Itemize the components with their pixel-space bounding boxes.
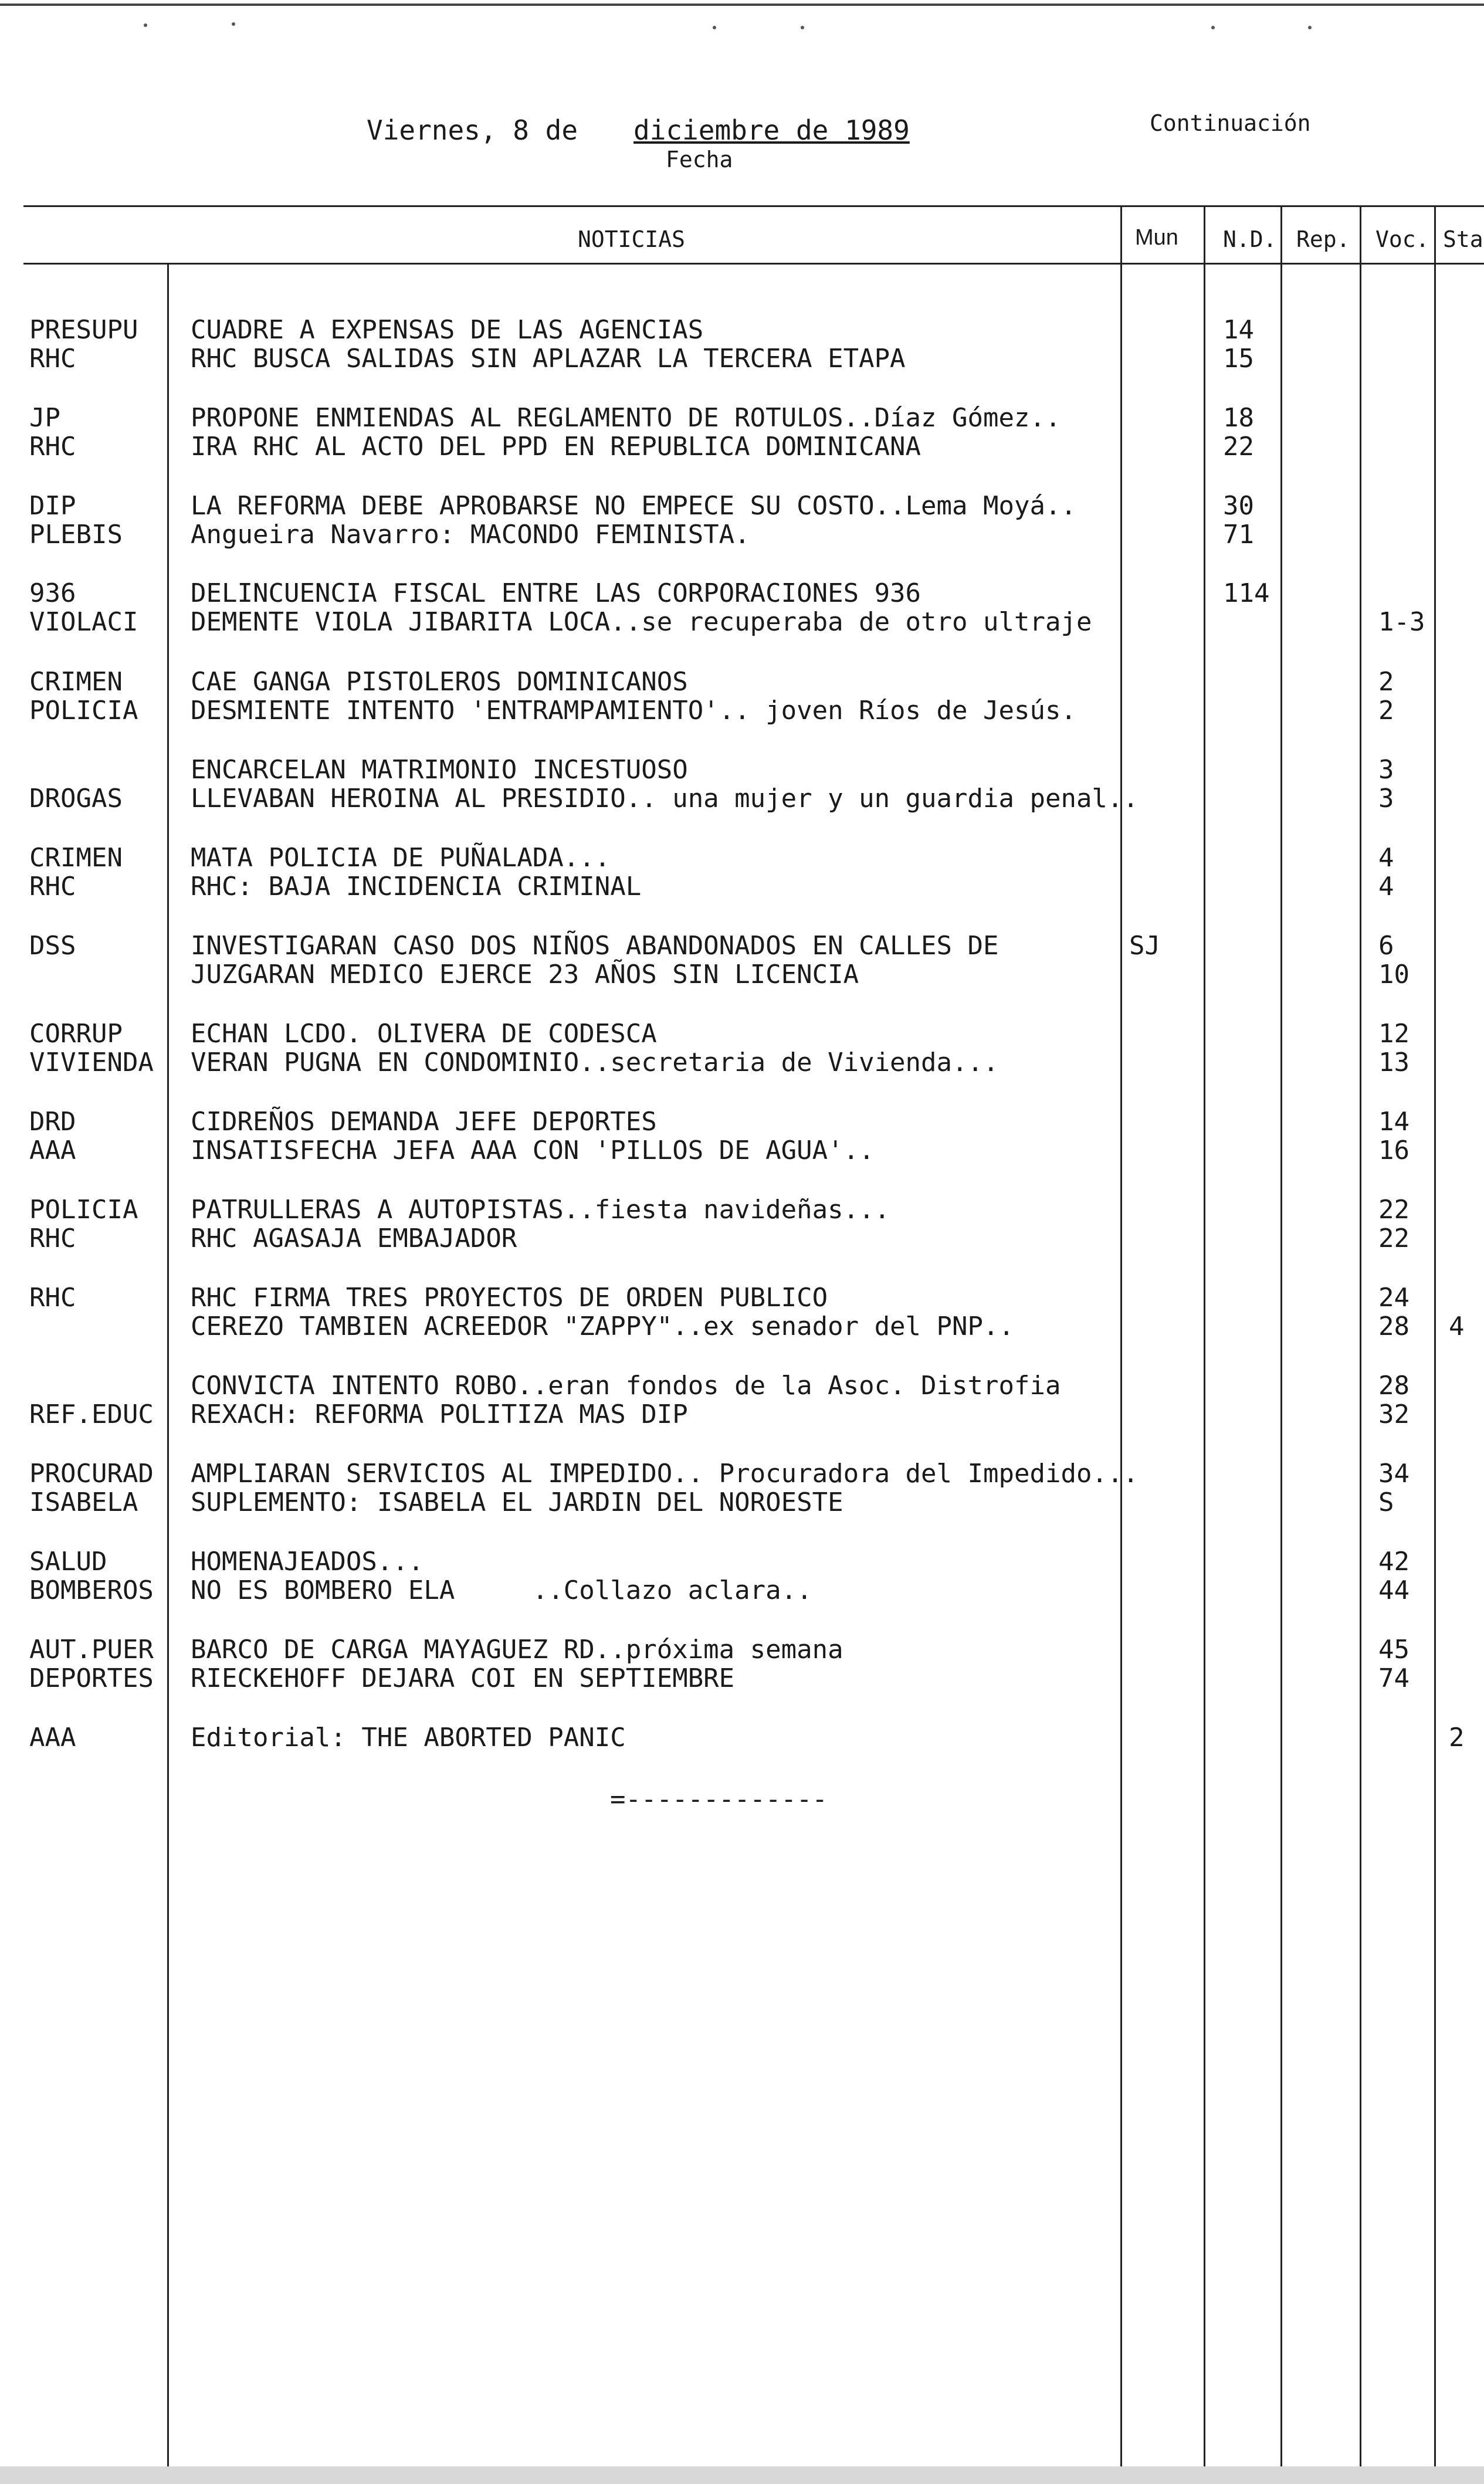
- column-header-rep: Rep.: [1296, 226, 1350, 252]
- date-rest: diciembre de 1989: [633, 114, 910, 146]
- row-headline: RIECKEHOFF DEJARA COI EN SEPTIEMBRE: [191, 1663, 735, 1693]
- row-voc: S: [1378, 1487, 1394, 1517]
- row-voc: 74: [1378, 1663, 1410, 1693]
- row-nd: 15: [1223, 344, 1254, 374]
- col-divider-rep: [1280, 205, 1282, 2484]
- row-voc: 3: [1378, 755, 1394, 785]
- row-category: AUT.PUER: [29, 1635, 154, 1665]
- row-category: VIOLACI: [29, 607, 138, 637]
- row-voc: 2: [1378, 667, 1394, 697]
- row-headline: RHC: BAJA INCIDENCIA CRIMINAL: [191, 872, 642, 902]
- row-headline: PROPONE ENMIENDAS AL REGLAMENTO DE ROTULOS..Díaz Gómez..: [191, 403, 1061, 433]
- speck-mark: [144, 23, 147, 27]
- end-mark: =-------------: [610, 1784, 828, 1814]
- column-header-sta: Sta: [1443, 226, 1483, 252]
- row-category: BOMBEROS: [29, 1575, 154, 1605]
- row-mun: SJ: [1129, 931, 1160, 961]
- col-divider-category: [167, 264, 169, 2484]
- row-headline: VERAN PUGNA EN CONDOMINIO..secretaria de Vivienda...: [191, 1048, 999, 1077]
- date-caption: Fecha: [666, 147, 733, 172]
- row-voc: 10: [1378, 960, 1410, 989]
- row-voc: 13: [1378, 1048, 1410, 1077]
- row-category: RHC: [29, 872, 76, 902]
- column-header-mun: Mun: [1135, 225, 1178, 250]
- row-voc: 42: [1378, 1547, 1410, 1577]
- row-category: DEPORTES: [29, 1663, 154, 1693]
- row-headline: SUPLEMENTO: ISABELA EL JARDIN DEL NOROESTE: [191, 1487, 843, 1517]
- row-voc: 12: [1378, 1019, 1410, 1049]
- row-category: RHC: [29, 344, 76, 374]
- row-voc: 1-3: [1378, 607, 1425, 637]
- row-voc: 14: [1378, 1107, 1410, 1137]
- row-nd: 14: [1223, 315, 1254, 345]
- row-headline: JUZGARAN MEDICO EJERCE 23 AÑOS SIN LICENCIA: [191, 960, 859, 989]
- row-voc: 45: [1378, 1635, 1410, 1665]
- row-headline: CIDREÑOS DEMANDA JEFE DEPORTES: [191, 1107, 657, 1137]
- row-voc: 28: [1378, 1371, 1410, 1401]
- row-nd: 18: [1223, 403, 1254, 433]
- row-nd: 114: [1223, 578, 1270, 608]
- row-headline: REXACH: REFORMA POLITIZA MAS DIP: [191, 1399, 688, 1429]
- row-headline: Editorial: THE ABORTED PANIC: [191, 1723, 626, 1753]
- row-sta: 2: [1449, 1723, 1465, 1753]
- row-category: PROCURAD: [29, 1459, 154, 1489]
- bottom-edge-shadow: [0, 2466, 1484, 2484]
- row-category: CRIMEN: [29, 667, 123, 697]
- row-headline: ECHAN LCDO. OLIVERA DE CODESCA: [191, 1019, 657, 1049]
- row-headline: RHC AGASAJA EMBAJADOR: [191, 1224, 517, 1253]
- row-nd: 30: [1223, 491, 1254, 521]
- column-header-noticias: NOTICIAS: [578, 226, 686, 252]
- row-category: ISABELA: [29, 1487, 138, 1517]
- row-sta: 4: [1449, 1312, 1465, 1341]
- row-category: DRD: [29, 1107, 76, 1137]
- row-category: VIVIENDA: [29, 1048, 154, 1077]
- row-category: CRIMEN: [29, 843, 123, 873]
- row-voc: 24: [1378, 1283, 1410, 1313]
- row-headline: BARCO DE CARGA MAYAGUEZ RD..próxima semana: [191, 1635, 843, 1665]
- row-headline: LA REFORMA DEBE APROBARSE NO EMPECE SU COSTO..Lema Moyá..: [191, 491, 1076, 521]
- row-category: CORRUP: [29, 1019, 123, 1049]
- row-voc: 22: [1378, 1224, 1410, 1253]
- row-category: DIP: [29, 491, 76, 521]
- row-headline: Angueira Navarro: MACONDO FEMINISTA.: [191, 520, 750, 550]
- row-category: DROGAS: [29, 784, 123, 814]
- row-headline: MATA POLICIA DE PUÑALADA...: [191, 843, 611, 873]
- row-voc: 2: [1378, 696, 1394, 726]
- row-headline: IRA RHC AL ACTO DEL PPD EN REPUBLICA DOMINICANA: [191, 432, 921, 462]
- row-voc: 6: [1378, 931, 1394, 961]
- row-headline: HOMENAJEADOS...: [191, 1547, 424, 1577]
- row-voc: 34: [1378, 1459, 1410, 1489]
- column-header-voc: Voc.: [1375, 226, 1429, 252]
- row-headline: CUADRE A EXPENSAS DE LAS AGENCIAS: [191, 315, 704, 345]
- row-headline: CONVICTA INTENTO ROBO..eran fondos de la Asoc. Distrofia: [191, 1371, 1061, 1401]
- row-category: AAA: [29, 1136, 76, 1165]
- row-headline: RHC FIRMA TRES PROYECTOS DE ORDEN PUBLICO: [191, 1283, 828, 1313]
- row-voc: 32: [1378, 1399, 1410, 1429]
- row-category: PRESUPU: [29, 315, 138, 345]
- speck-mark: [1308, 26, 1312, 29]
- row-category: PLEBIS: [29, 520, 123, 550]
- row-headline: CAE GANGA PISTOLEROS DOMINICANOS: [191, 667, 688, 697]
- row-headline: ENCARCELAN MATRIMONIO INCESTUOSO: [191, 755, 688, 785]
- header-bottom-rule: [23, 263, 1484, 265]
- row-headline: LLEVABAN HEROINA AL PRESIDIO.. una mujer y un guardia penal..: [191, 784, 1139, 814]
- row-headline: DESMIENTE INTENTO 'ENTRAMPAMIENTO'.. joven Ríos de Jesús.: [191, 696, 1076, 726]
- row-headline: RHC BUSCA SALIDAS SIN APLAZAR LA TERCERA ETAPA: [191, 344, 906, 374]
- row-category: RHC: [29, 1283, 76, 1313]
- row-category: POLICIA: [29, 696, 138, 726]
- continuation-label: Continuación: [1150, 110, 1311, 136]
- row-headline: NO ES BOMBERO ELA ..Collazo aclara..: [191, 1575, 812, 1605]
- row-category: AAA: [29, 1723, 76, 1753]
- row-category: 936: [29, 578, 76, 608]
- row-headline: AMPLIARAN SERVICIOS AL IMPEDIDO.. Procuradora del Impedido...: [191, 1459, 1139, 1489]
- col-divider-nd: [1204, 205, 1205, 2484]
- col-divider-sta: [1434, 205, 1436, 2484]
- row-headline: DEMENTE VIOLA JIBARITA LOCA..se recuperaba de otro ultraje: [191, 607, 1092, 637]
- row-nd: 71: [1223, 520, 1254, 550]
- speck-mark: [801, 26, 804, 29]
- row-category: REF.EDUC: [29, 1399, 154, 1429]
- speck-mark: [1211, 26, 1215, 29]
- row-voc: 4: [1378, 872, 1394, 902]
- column-header-nd: N.D.: [1223, 226, 1277, 252]
- row-headline: INSATISFECHA JEFA AAA CON 'PILLOS DE AGUA'..: [191, 1136, 875, 1165]
- table-top-rule: [23, 205, 1484, 207]
- row-headline: INVESTIGARAN CASO DOS NIÑOS ABANDONADOS EN CALLES DE: [191, 931, 999, 961]
- row-category: POLICIA: [29, 1195, 138, 1225]
- row-voc: 28: [1378, 1312, 1410, 1341]
- row-voc: 44: [1378, 1575, 1410, 1605]
- row-voc: 3: [1378, 784, 1394, 814]
- row-category: SALUD: [29, 1547, 107, 1577]
- row-voc: 22: [1378, 1195, 1410, 1225]
- speck-mark: [232, 22, 235, 26]
- col-divider-voc: [1360, 205, 1361, 2484]
- row-voc: 4: [1378, 843, 1394, 873]
- row-headline: PATRULLERAS A AUTOPISTAS..fiesta navideñas...: [191, 1195, 890, 1225]
- row-voc: 16: [1378, 1136, 1410, 1165]
- row-category: DSS: [29, 931, 76, 961]
- top-edge-line: [0, 4, 1484, 6]
- date-prefix: Viernes, 8 de: [367, 114, 578, 146]
- row-headline: DELINCUENCIA FISCAL ENTRE LAS CORPORACIONES 936: [191, 578, 921, 608]
- speck-mark: [713, 26, 716, 29]
- col-divider-mun: [1120, 205, 1122, 2484]
- row-category: JP: [29, 403, 60, 433]
- row-category: RHC: [29, 432, 76, 462]
- row-headline: CEREZO TAMBIEN ACREEDOR "ZAPPY"..ex senador del PNP..: [191, 1312, 1014, 1341]
- row-nd: 22: [1223, 432, 1254, 462]
- row-category: RHC: [29, 1224, 76, 1253]
